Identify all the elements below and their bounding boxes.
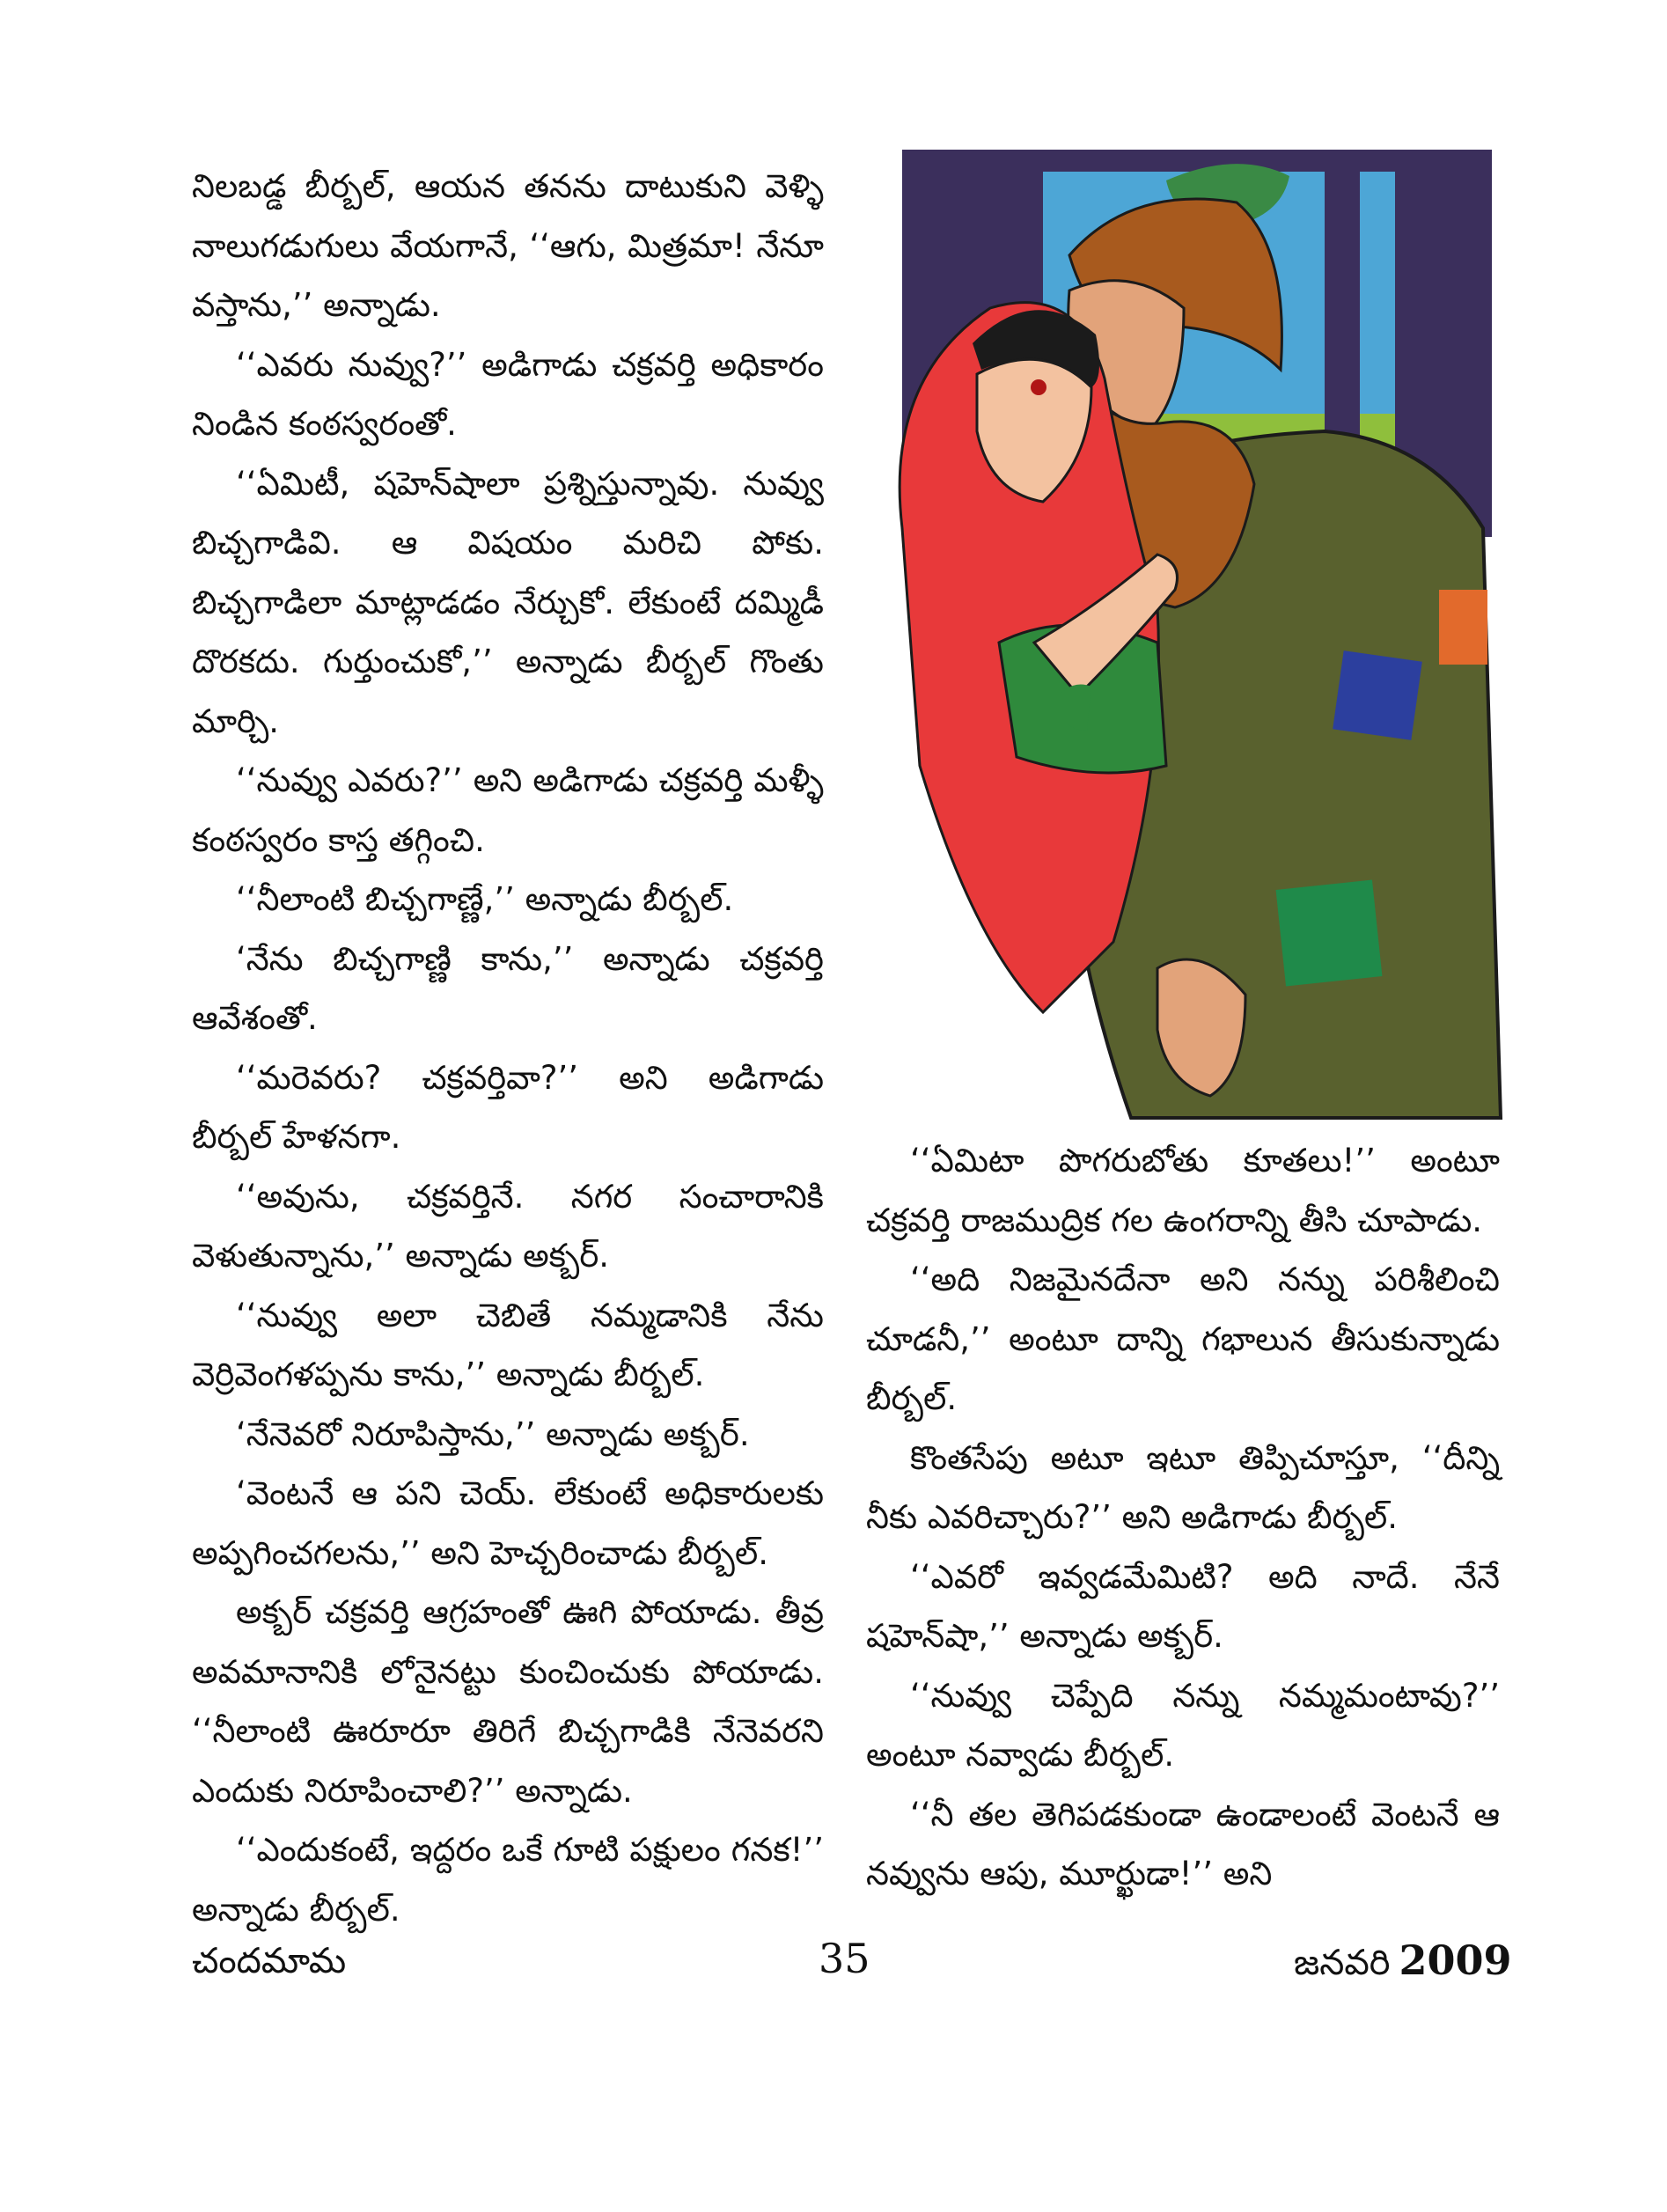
paragraph: ‘‘ఏమిటా పొగరుబోతు కూతలు!’’ అంటూ చక్రవర్తి రాజముద్రిక గల ఉంగరాన్ని తీసి చూపాడు. [866,1142,1500,1239]
paragraph: ‘‘నీలాంటి బిచ్చగాణ్ణే,’’ అన్నాడు బీర్బల్. [236,880,734,918]
paragraph: ‘వెంటనే ఆ పని చెయ్. లేకుంటే అధికారులకు అప్పగించగలను,’’ అని హెచ్చరించాడు బీర్బల్. [192,1474,824,1572]
bindi [1031,379,1046,395]
paragraph: ‘‘నువ్వు చెప్పేది నన్ను నమ్మమంటావు?’’ అంటూ నవ్వాడు బీర్బల్. [866,1676,1500,1774]
paragraph: ‘‘ఎందుకంటే, ఇద్దరం ఒకే గూటి పక్షులం గనక!’’ అన్నాడు బీర్బల్. [192,1831,824,1929]
coat-patch-blue [1333,650,1422,740]
paragraph: ‘‘నువ్వు ఎవరు?’’ అని అడిగాడు చక్రవర్తి మళ్ళీ కంఠస్వరం కాస్త తగ్గించి. [192,761,824,859]
paragraph: కొంతసేపు అటూ ఇటూ తిప్పిచూస్తూ, ‘‘దీన్ని నీకు ఎవరిచ్చారు?’’ అని అడిగాడు బీర్బల్. [866,1438,1500,1536]
issue-date [1294,1936,1512,1992]
coat-patch-green [1276,880,1383,987]
page-number: 35 [819,1935,870,1982]
issue-month: జనవరి [1294,1943,1391,1983]
coat-patch-orange [1439,590,1487,665]
paragraph: ‘‘ఎవరు నువ్వు?’’ అడిగాడు చక్రవర్తి అధికారం నిండిన కంఠస్వరంతో. [192,345,824,443]
paragraph: నిలబడ్డ బీర్బల్, ఆయన తనను దాటుకుని వెళ్ళి నాలుగడుగులు వేయగానే, ‘‘ఆగు, మిత్రమా! నేనూ వస్తాను,’’ అన్నాడు. [192,167,824,324]
paragraph: ‘‘ఎవరో ఇవ్వడమేమిటి? అది నాదే. నేనే షహెన్‌షా,’’ అన్నాడు అక్బర్. [866,1557,1500,1655]
right-text-column [866,1131,1500,1904]
story-illustration [867,150,1518,1131]
magazine-name: చందమామ [192,1941,347,1981]
paragraph: ‘నేను బిచ్చగాణ్ణి కాను,’’ అన్నాడు చక్రవర్తి ఆవేశంతో. [192,939,824,1037]
paragraph: ‘‘అవును, చక్రవర్తినే. నగర సంచారానికి వెళుతున్నాను,’’ అన్నాడు అక్బర్. [192,1177,824,1275]
paragraph: ‘‘నీ తల తెగిపడకుండా ఉండాలంటే వెంటనే ఆ నవ్వును ఆపు, మూర్ఖుడా!’’ అని [866,1795,1500,1892]
paragraph: అక్బర్ చక్రవర్తి ఆగ్రహంతో ఊగి పోయాడు. తీవ్ర అవమానానికి లోనైనట్టు కుంచించుకు పోయాడు. ‘‘నీలాంటి ఊరూరూ తిరిగే బిచ్చగాడికి నేనెవరని ఎందుకు నిరూపించాలి?’’ అన్నాడు. [192,1593,824,1810]
paragraph: ‘‘నువ్వు అలా చెబితే నమ్మడానికి నేను వెర్రివెంగళప్పను కాను,’’ అన్నాడు బీర్బల్. [192,1296,824,1393]
paragraph: ‘‘ఏమిటీ, షహెన్‌షాలా ప్రశ్నిస్తున్నావు. నువ్వు బిచ్చగాడివి. ఆ విషయం మరిచి పోకు. బిచ్చగాడిలా మాట్లాడడం నేర్చుకో. లేకుంటే దమ్మిడీ దొరకదు. గుర్తుంచుకో,’’ అన్నాడు బీర్బల్ గొంతు మార్చి. [192,464,824,740]
paragraph: ‘‘అది నిజమైనదేనా అని నన్ను పరిశీలించి చూడనీ,’’ అంటూ దాన్ని గభాలున తీసుకున్నాడు బీర్బల్. [866,1260,1500,1417]
paragraph: ‘నేనెవరో నిరూపిస్తాను,’’ అన్నాడు అక్బర్. [236,1415,750,1453]
issue-year: 2009 [1399,1936,1512,1984]
paragraph: ‘‘మరెవరు? చక్రవర్తివా?’’ అని అడిగాడు బీర్బల్ హేళనగా. [192,1058,824,1156]
left-text-column [192,157,824,1939]
